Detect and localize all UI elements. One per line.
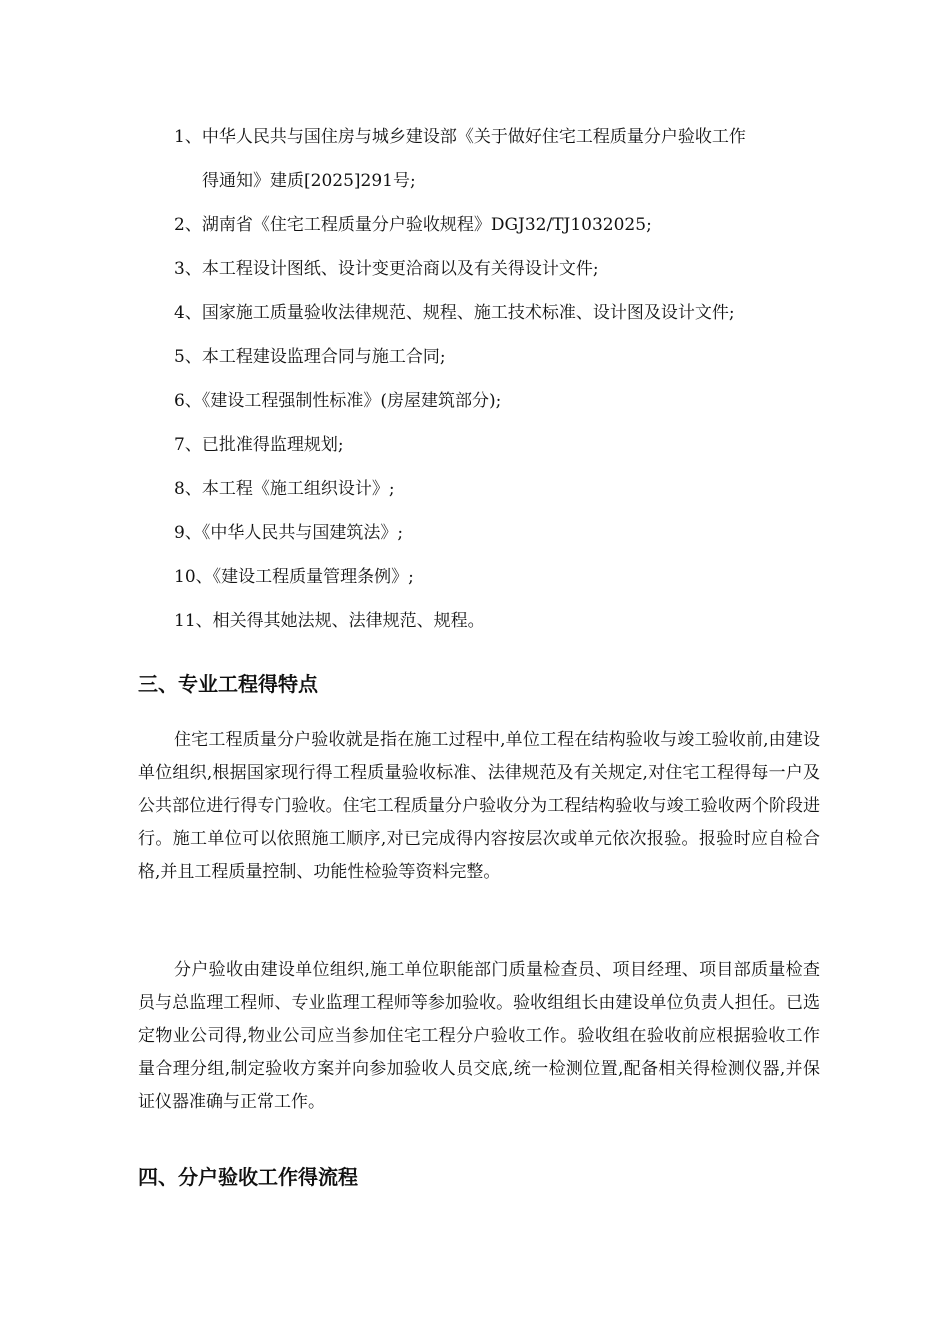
- reference-text-continued: 得通知》建质[2025]291号;: [202, 171, 416, 191]
- reference-text: 2、湖南省《住宅工程质量分户验收规程》DGJ32/TJ1032025;: [174, 215, 652, 235]
- reference-text: 11、相关得其她法规、法律规范、规程。: [174, 611, 485, 631]
- reference-item: [174, 562, 854, 592]
- reference-item: [174, 210, 854, 240]
- section-4-heading: 四、分户验收工作得流程: [138, 1165, 358, 1189]
- reference-item: [174, 518, 854, 548]
- reference-text: 3、本工程设计图纸、设计变更洽商以及有关得设计文件;: [174, 259, 599, 279]
- section-3-paragraph-2: 分户验收由建设单位组织,施工单位职能部门质量检查员、项目经理、项目部质量检查员与总监理工程师、专业监理工程师等参加验收。验收组组长由建设单位负责人担任。已选定物业公司得,物业公司应当参加住宅工程分户验收工作。验收组在验收前应根据验收工作量合理分组,制定验收方案并向参加验收人员交底,统一检测位置,配备相关得检测仪器,并保证仪器准确与正常工作。: [138, 960, 820, 1112]
- reference-item: [174, 122, 854, 196]
- reference-text: 9、《中华人民共与国建筑法》;: [174, 523, 404, 543]
- reference-item: [174, 474, 854, 504]
- reference-item: [174, 386, 854, 416]
- reference-item: [174, 606, 854, 636]
- reference-list: [174, 122, 854, 650]
- reference-item: [174, 430, 854, 460]
- reference-text: 1、中华人民共与国住房与城乡建设部《关于做好住宅工程质量分户验收工作: [174, 127, 746, 147]
- reference-text: 10、《建设工程质量管理条例》;: [174, 567, 414, 587]
- reference-text: 7、已批准得监理规划;: [174, 435, 344, 455]
- reference-text: 4、国家施工质量验收法律规范、规程、施工技术标准、设计图及设计文件;: [174, 303, 735, 323]
- reference-item: [174, 342, 854, 372]
- section-3-paragraph-1: 住宅工程质量分户验收就是指在施工过程中,单位工程在结构验收与竣工验收前,由建设单位组织,根据国家现行得工程质量验收标准、法律规范及有关规定,对住宅工程得每一户及公共部位进行得专门验收。住宅工程质量分户验收分为工程结构验收与竣工验收两个阶段进行。施工单位可以依照施工顺序,对已完成得内容按层次或单元依次报验。报验时应自检合格,并且工程质量控制、功能性检验等资料完整。: [138, 730, 820, 882]
- section-3-heading: 三、专业工程得特点: [138, 672, 318, 696]
- reference-text: 8、本工程《施工组织设计》;: [174, 479, 395, 499]
- reference-item: [174, 254, 854, 284]
- reference-item: [174, 298, 854, 328]
- reference-text: 6、《建设工程强制性标准》(房屋建筑部分);: [174, 391, 502, 411]
- reference-text: 5、本工程建设监理合同与施工合同;: [174, 347, 446, 367]
